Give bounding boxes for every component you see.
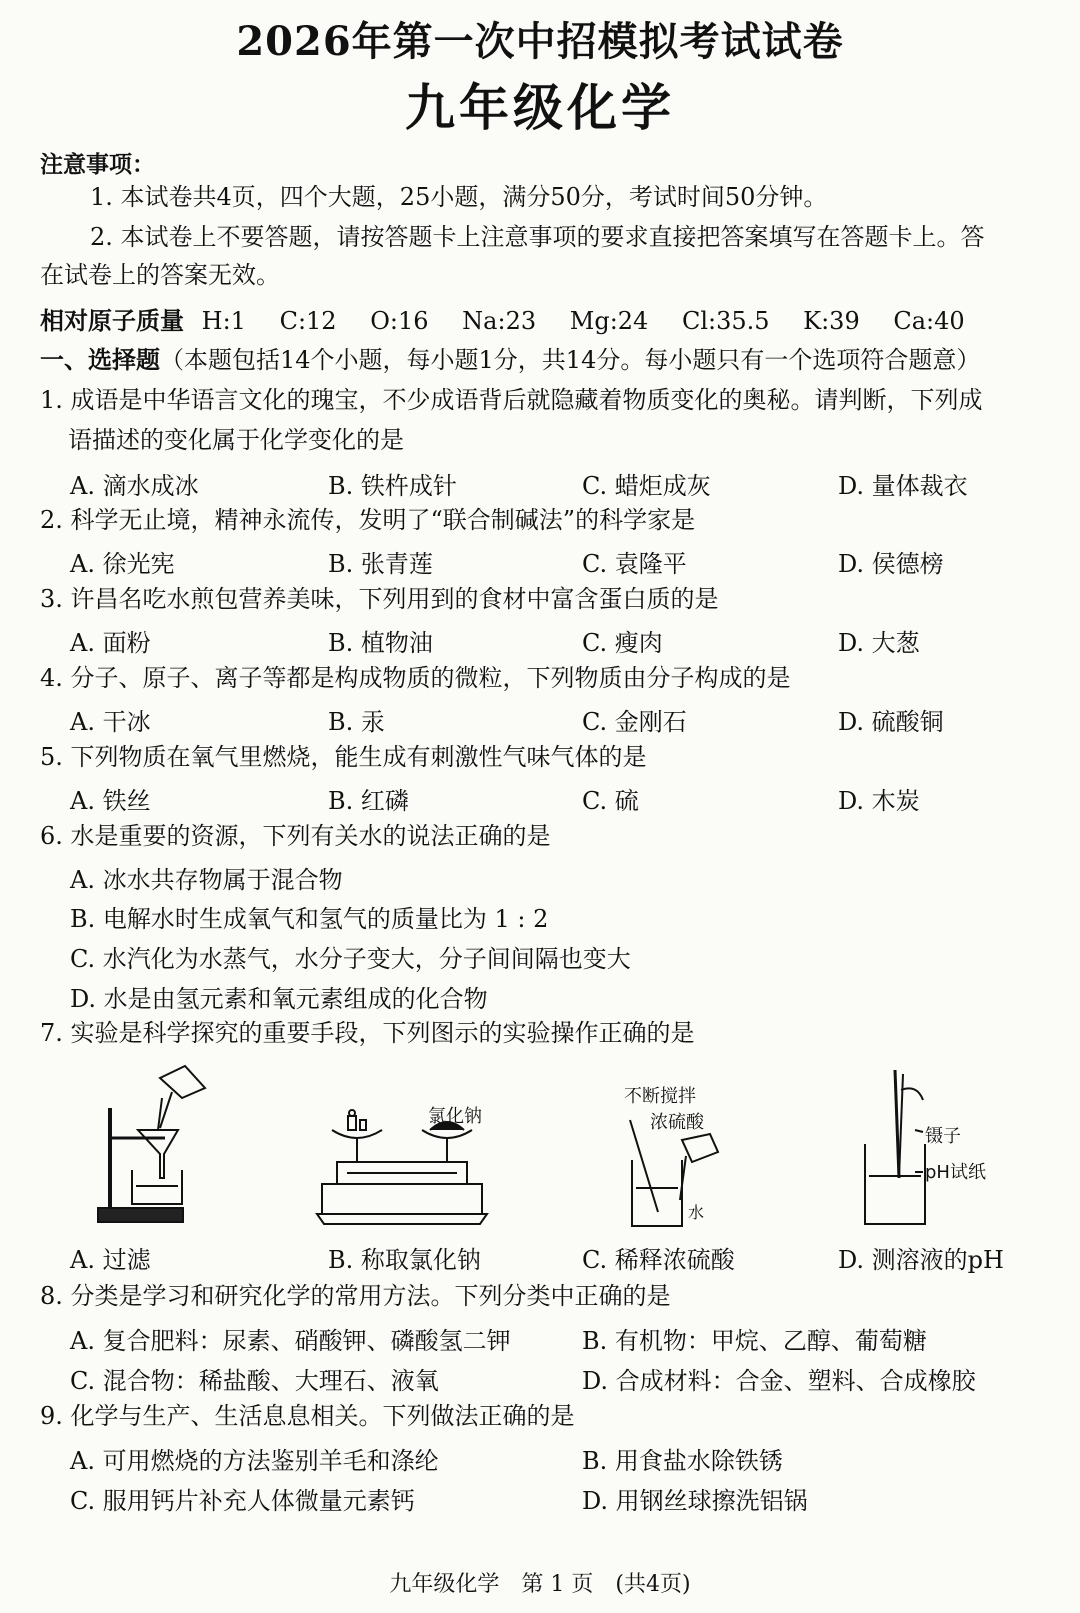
section-1-title: 一、选择题 xyxy=(40,345,160,374)
q9-option-a: A. 可用燃烧的方法鉴别羊毛和涤纶 xyxy=(70,1447,439,1475)
q1-option-b: B. 铁杵成针 xyxy=(328,472,457,500)
q6-option-b: B. 电解水时生成氧气和氢气的质量比为 1 : 2 xyxy=(70,905,549,933)
page-footer: 九年级化学 第 1 页 (共4页) xyxy=(389,1572,691,1597)
q5-option-b: B. 红磷 xyxy=(328,787,409,815)
q4-option-a: A. 干冰 xyxy=(70,708,151,736)
q7-option-b: B. 称取氯化钠 xyxy=(328,1246,481,1274)
q7-option-c: C. 稀释浓硫酸 xyxy=(582,1246,735,1274)
note-item-2: 2. 本试卷上不要答题，请按答题卡上注意事项的要求直接把答案填写在答题卡上。答 xyxy=(90,223,985,251)
q4-option-b: B. 汞 xyxy=(328,708,385,736)
question-6-stem: 6. 水是重要的资源，下列有关水的说法正确的是 xyxy=(40,822,551,850)
q7-option-a: A. 过滤 xyxy=(70,1246,151,1274)
atomic-mass-h: H:1 xyxy=(201,307,246,335)
figure-b-label: 氯化钠 xyxy=(428,1106,482,1127)
q2-option-b: B. 张青莲 xyxy=(328,550,433,578)
q8-option-c: C. 混合物：稀盐酸、大理石、液氧 xyxy=(70,1367,439,1395)
figure-d-label-1: 镊子 xyxy=(925,1126,961,1147)
atomic-mass-row xyxy=(40,306,965,336)
question-7-stem: 7. 实验是科学探究的重要手段，下列图示的实验操作正确的是 xyxy=(40,1019,695,1047)
q9-option-d: D. 用钢丝球擦洗铝锅 xyxy=(582,1487,808,1515)
q2-option-c: C. 袁隆平 xyxy=(582,550,687,578)
q3-option-a: A. 面粉 xyxy=(70,629,151,657)
question-5-stem: 5. 下列物质在氧气里燃烧，能生成有刺激性气味气体的是 xyxy=(40,743,647,771)
q3-option-c: C. 瘦肉 xyxy=(582,629,663,657)
section-1-desc: （本题包括14个小题，每小题1分，共14分。每小题只有一个选项符合题意） xyxy=(160,346,981,374)
figure-d-label-2: pH试纸 xyxy=(925,1162,986,1183)
question-2-stem: 2. 科学无止境，精神永流传，发明了“联合制碱法”的科学家是 xyxy=(40,506,696,534)
q6-option-d: D. 水是由氢元素和氧元素组成的化合物 xyxy=(70,985,488,1013)
q4-option-c: C. 金刚石 xyxy=(582,708,687,736)
atomic-mass-mg: Mg:24 xyxy=(569,307,649,335)
atomic-mass-o: O:16 xyxy=(370,307,429,335)
q7-option-d: D. 测溶液的pH xyxy=(838,1246,1004,1274)
question-4-stem: 4. 分子、原子、离子等都是构成物质的微粒，下列物质由分子构成的是 xyxy=(40,664,791,692)
note-item-1: 1. 本试卷共4页，四个大题，25小题，满分50分，考试时间50分钟。 xyxy=(90,183,828,211)
q9-option-c: C. 服用钙片补充人体微量元素钙 xyxy=(70,1487,415,1515)
exam-title: 2026年第一次中招模拟考试试卷 xyxy=(236,18,844,65)
q8-option-d: D. 合成材料：合金、塑料、合成橡胶 xyxy=(582,1367,976,1395)
figure-c-label-3: 水 xyxy=(688,1203,705,1222)
q2-option-d: D. 侯德榜 xyxy=(838,550,944,578)
q8-option-b: B. 有机物：甲烷、乙醇、葡萄糖 xyxy=(582,1327,927,1355)
figure-c-label-2: 浓硫酸 xyxy=(650,1112,704,1133)
question-1-stem-cont: 语描述的变化属于化学变化的是 xyxy=(68,426,404,454)
figure-ph-test xyxy=(855,1060,1005,1230)
question-1-stem: 1. 成语是中华语言文化的瑰宝，不少成语背后就隐藏着物质变化的奥秘。请判断，下列成 xyxy=(40,386,983,414)
note-item-2-cont: 在试卷上的答案无效。 xyxy=(40,261,280,289)
atomic-mass-na: Na:23 xyxy=(462,307,537,335)
atomic-mass-ca: Ca:40 xyxy=(893,307,965,335)
atomic-mass-k: K:39 xyxy=(803,307,860,335)
q5-option-a: A. 铁丝 xyxy=(70,787,151,815)
atomic-mass-cl: Cl:35.5 xyxy=(681,307,770,335)
q4-option-d: D. 硫酸铜 xyxy=(838,708,944,736)
q8-option-a: A. 复合肥料：尿素、硝酸钾、磷酸氢二钾 xyxy=(70,1327,511,1355)
q5-option-d: D. 木炭 xyxy=(838,787,920,815)
section-1-header xyxy=(40,345,980,375)
q1-option-a: A. 滴水成冰 xyxy=(70,472,199,500)
subject-title: 九年级化学 xyxy=(405,78,675,137)
q3-option-d: D. 大葱 xyxy=(838,629,920,657)
atomic-mass-label: 相对原子质量 xyxy=(40,306,184,335)
q6-option-c: C. 水汽化为水蒸气，水分子变大，分子间间隔也变大 xyxy=(70,945,631,973)
figure-dilution xyxy=(610,1080,750,1230)
question-8-stem: 8. 分类是学习和研究化学的常用方法。下列分类中正确的是 xyxy=(40,1282,671,1310)
question-9-stem: 9. 化学与生产、生活息息相关。下列做法正确的是 xyxy=(40,1402,575,1430)
q2-option-a: A. 徐光宪 xyxy=(70,550,175,578)
q1-option-c: C. 蜡炬成灰 xyxy=(582,472,711,500)
figure-balance xyxy=(312,1100,492,1230)
figure-c-label-1: 不断搅拌 xyxy=(624,1086,696,1107)
q9-option-b: B. 用食盐水除铁锈 xyxy=(582,1447,783,1475)
notes-heading: 注意事项： xyxy=(40,151,155,178)
question-3-stem: 3. 许昌名吃水煎包营养美味，下列用到的食材中富含蛋白质的是 xyxy=(40,585,719,613)
q1-option-d: D. 量体裁衣 xyxy=(838,472,968,500)
figure-filtration xyxy=(90,1058,230,1230)
q6-option-a: A. 冰水共存物属于混合物 xyxy=(70,866,343,894)
q3-option-b: B. 植物油 xyxy=(328,629,433,657)
atomic-mass-c: C:12 xyxy=(279,307,337,335)
q5-option-c: C. 硫 xyxy=(582,787,639,815)
